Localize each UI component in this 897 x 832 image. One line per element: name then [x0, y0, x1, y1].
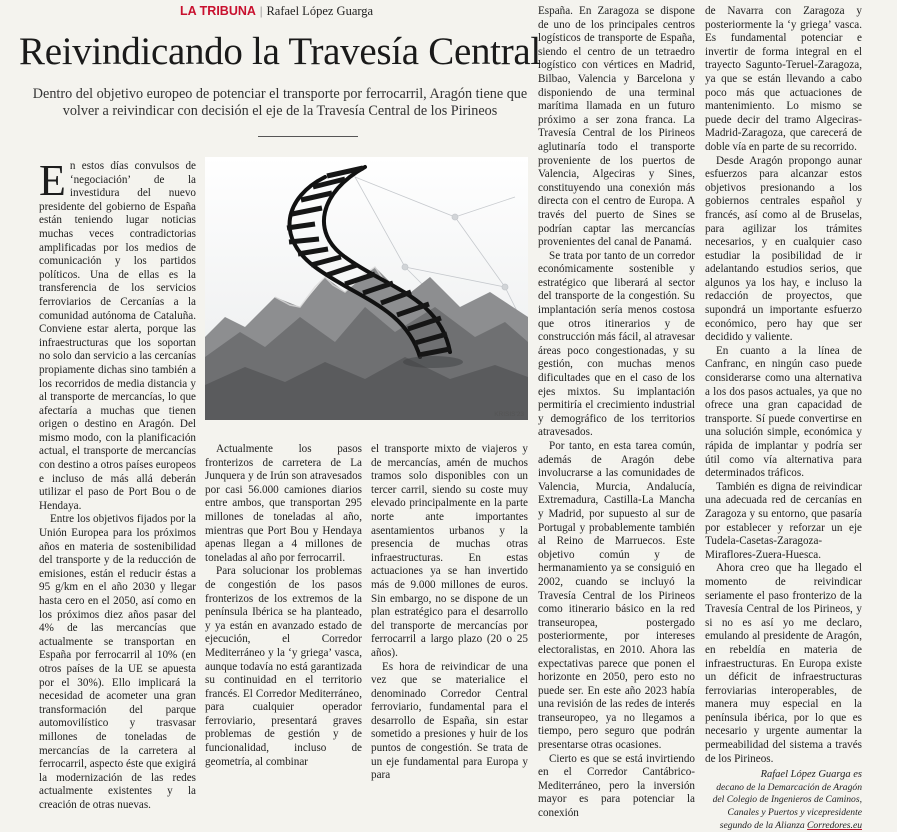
standfirst: Dentro del objetivo europeo de potenciar el transporte por ferrocarril, Aragón tiene que volver a reivindicar con decisión el eje de la Travesía Central de los Pirineos: [32, 86, 528, 119]
paragraph: el transporte mixto de viajeros y de mercancías, amén de muchos tramos solo disponibles con un tercer carril, siendo su coste muy elevado principalmente en la parte norte ante importantes asentamientos urbanos y la presencia de muchas otras infraestructuras. En estas actuaciones ya se han invertido más de 9.000 millones de euros. Sin embargo, no se dispone de un plan estratégico para el desarrollo del transporte de mercancías por ferrocarril a largo plazo (20 o 25 años).: [371, 443, 528, 659]
bio-line: segundo de la Alianza Corredores.eu: [719, 819, 862, 831]
bio-line: del Colegio de Ingenieros de Caminos,: [712, 794, 862, 806]
paragraph: Cierto es que se está invirtiendo en el Corredor Cantábrico-Mediterráneo, pero la inversión mayor es para potenciar la conexión: [538, 752, 695, 820]
headline: Reivindicando la Travesía Central: [19, 30, 541, 73]
illustration-credit: KRISIS'23: [494, 411, 524, 418]
paragraph: Entre los objetivos fijados por la Unión Europea para los próximos años en materia de sostenibilidad del transporte y de la reducción de emisiones, están el reducir éstas a 95 g/km en el año 2030 y llegar hasta cero en el 2050, así como en los próximos diez años pasar del 4% de las mercancías que actualmente se transportan en España por ferrocarril al 10% (en otros países de la UE se apuesta por el 30%). Ello implicará la necesidad de acometer una gran transformación del parque automovilístico y trasvasar millones de toneladas de mercancías de la carretera al ferrocarril, aspecto éste que exigirá la modernización de las redes actualmente existentes y la creación de otras nuevas.: [39, 513, 196, 811]
paragraph: España. En Zaragoza se dispone de uno de los principales centros logísticos de transporte de España, siendo el centro de un tetraedro logístico con vértices en Madrid, Bilbao, Valencia y Barcelona y disponiendo de una terminal marítima llamada en un futuro próximo a ser zona franca. La Travesía Central de los Pirineos aglutinaría todo el transporte proveniente de los puertos de Valencia, Algeciras y Sines, constituyendo una conexión más directa con el centro de Europa. A través del puerto de Sines se podrían captar las mercancías provenientes del canal de Panamá.: [538, 5, 695, 249]
column-5: [705, 5, 862, 832]
paragraph: Es hora de reivindicar de una vez que se materialice el denominado Corredor Central ferroviario, fundamental para el desarrollo de España, sin estar sometido a presiones y huir de los puntos de congestión. Se trata de un eje fundamental para Europa y para: [371, 660, 528, 782]
paragraph: Actualmente los pasos fronterizos de carretera de La Junquera y de Irún son atravesados por casi 56.000 camiones diarios entre ambos, que transportan 295 millones de toneladas al año, mientras que Port Bou y Hendaya apenas llegan a 4 millones de toneladas al año por ferrocarril.: [205, 443, 362, 564]
column-2: [205, 443, 362, 769]
section-label[interactable]: LA TRIBUNA: [180, 4, 256, 18]
column-3: [371, 443, 528, 783]
paragraph: Desde Aragón propongo aunar esfuerzos para alcanzar estos objetivos presionando a los gobiernos centrales español y francés, así como al de Bruselas, para agilizar los trámites necesarios, y en cualquier caso estudiar la posibilidad de ir adelantando estudios serios, que algunos ya los hay, e incluso la redacción de proyectos, que supondrá un importante esfuerzo económico, pero hay que ser decidido y valiente.: [705, 154, 862, 344]
dropcap: E: [39, 156, 66, 205]
paragraph: Por tanto, en esta tarea común, además de Aragón debe involucrarse a las comunidades de Valencia, Murcia, Andalucía, Extremadura, Castilla-La Mancha y Madrid, por supuesto al sur de Portugal y probablemente también al Reino de Marruecos. Este objetivo común y de hermanamiento ya se consiguió en 2002, cuando se incluyó la Travesía Central de los Pirineos como itinerario básico en la red transeuropea, postergado posteriormente, por intereses electoralistas, en 2010. Ahora las expectativas parece que ponen el horizonte en 2050, pero esto no puede ser. En este año 2023 había una revisión de las redes de interés transeuropeo, ya no llegamos a tiempo, pero seguro que podrán presentarse otras ocasiones.: [538, 440, 695, 752]
paragraph: En estos días convulsos de ‘negociación’ de la investidura del nuevo presidente del gobierno de España están teniendo lugar noticias muchas veces contradictorias amplificadas por los medios de comunicación y los partidos políticos. Una de ellas es la transferencia de los servicios ferroviarios de Cercanías a la comunidad autónoma de Cataluña. Conviene estar alerta, porque las infraestructuras que los soportan no solo dan servicio a las cercanías propiamente dichas sino también a los recorridos de media distancia y al transporte de mercancías, lo que afectaría a muchas que tienen origen o destino en Aragón. Del mismo modo, con la planificación actual, el transporte de mercancías con destino a otros países europeos e incluso de más allá deberán utilizar el paso de Port Bou o de Hendaya.: [39, 156, 196, 512]
author-name: Rafael López Guarga: [266, 4, 374, 18]
paragraph: Para solucionar los problemas de congestión de los pasos fronterizos de los extremos de la península Ibérica se ha planteado, y ya están en avanzado estado de ejecución, el Corredor Mediterráneo y la ‘y griega’ vasca, aunque todavía no está garantizada su continuidad en el territorio francés. El Corredor Mediterráneo, para cualquier operador ferroviario, presentará graves problemas de gestión y de funcionalidad, incluso de geometría, al combinar: [205, 565, 362, 768]
railway-illustration: [205, 157, 528, 420]
paragraph: Se trata por tanto de un corredor económicamente sostenible y estratégico que liberará al sector del transporte de la congestión. Su implantación sería menos costosa que otros itinerarios y de construcción más fácil, al atravesar áreas poco congestionadas, y su gestión, con muchas menos dificultades que en el caso de los ejes mixtos. Su implantación permitiría el crecimiento industrial y demográfico de los territorios atravesados.: [538, 249, 695, 439]
bio-line: Canales y Puertos y vicepresidente: [727, 807, 862, 819]
headline-divider: [258, 136, 358, 137]
paragraph: Ahora creo que ha llegado el momento de reivindicar seriamente el paso fronterizo de la Travesía Central de los Pirineos, y si no es así yo me declaro, emulando al presidente de Aragón, en rebeldía en materia de infraestructuras. En Europa existe un déficit de infraestructuras ferroviarias interoperables, de manera muy especial en la península ibérica, por lo que es necesario y urgente aumentar la permeabilidad del sistema a través de los Pirineos.: [705, 562, 862, 765]
kicker-separator: |: [259, 4, 263, 18]
bio-name: Rafael López Guarga es: [760, 769, 862, 781]
paragraph: de Navarra con Zaragoza y posteriormente la ‘y griega’ vasca. Es fundamental potenciar e invertir de forma integral en el trayecto Sagunto-Teruel-Zaragoza, ya que se están llevando a cabo poco más que actuaciones de mantenimiento. Lo mismo se puede decir del tramo Algeciras-Madrid-Zaragoza, que carecerá de doble vía en parte de su recorrido.: [705, 5, 862, 153]
column-1: [39, 156, 196, 813]
author-bio: [705, 769, 862, 832]
paragraph: En cuanto a la línea de Canfranc, en ningún caso puede considerarse como una alternativa a los dos pasos actuales, ya que no ofrece una gran capacidad de transporte. Sí puede convertirse en una solución simple, económica y rápida de implantar y podría ser útil como vía alternativa para determinados tráficos.: [705, 344, 862, 480]
illustration: [205, 157, 528, 420]
bio-line: decano de la Demarcación de Aragón: [716, 781, 862, 793]
paragraph: También es digna de reivindicar una adecuada red de cercanías en Zaragoza y su entorno, que pasaría por establecer y reforzar un eje Tudela-Casetas-Zaragoza-Miraflores-Zuera-Huesca.: [705, 480, 862, 561]
corredores-link[interactable]: Corredores.eu: [807, 819, 862, 831]
article-kicker: [180, 3, 373, 19]
column-4: [538, 5, 695, 821]
